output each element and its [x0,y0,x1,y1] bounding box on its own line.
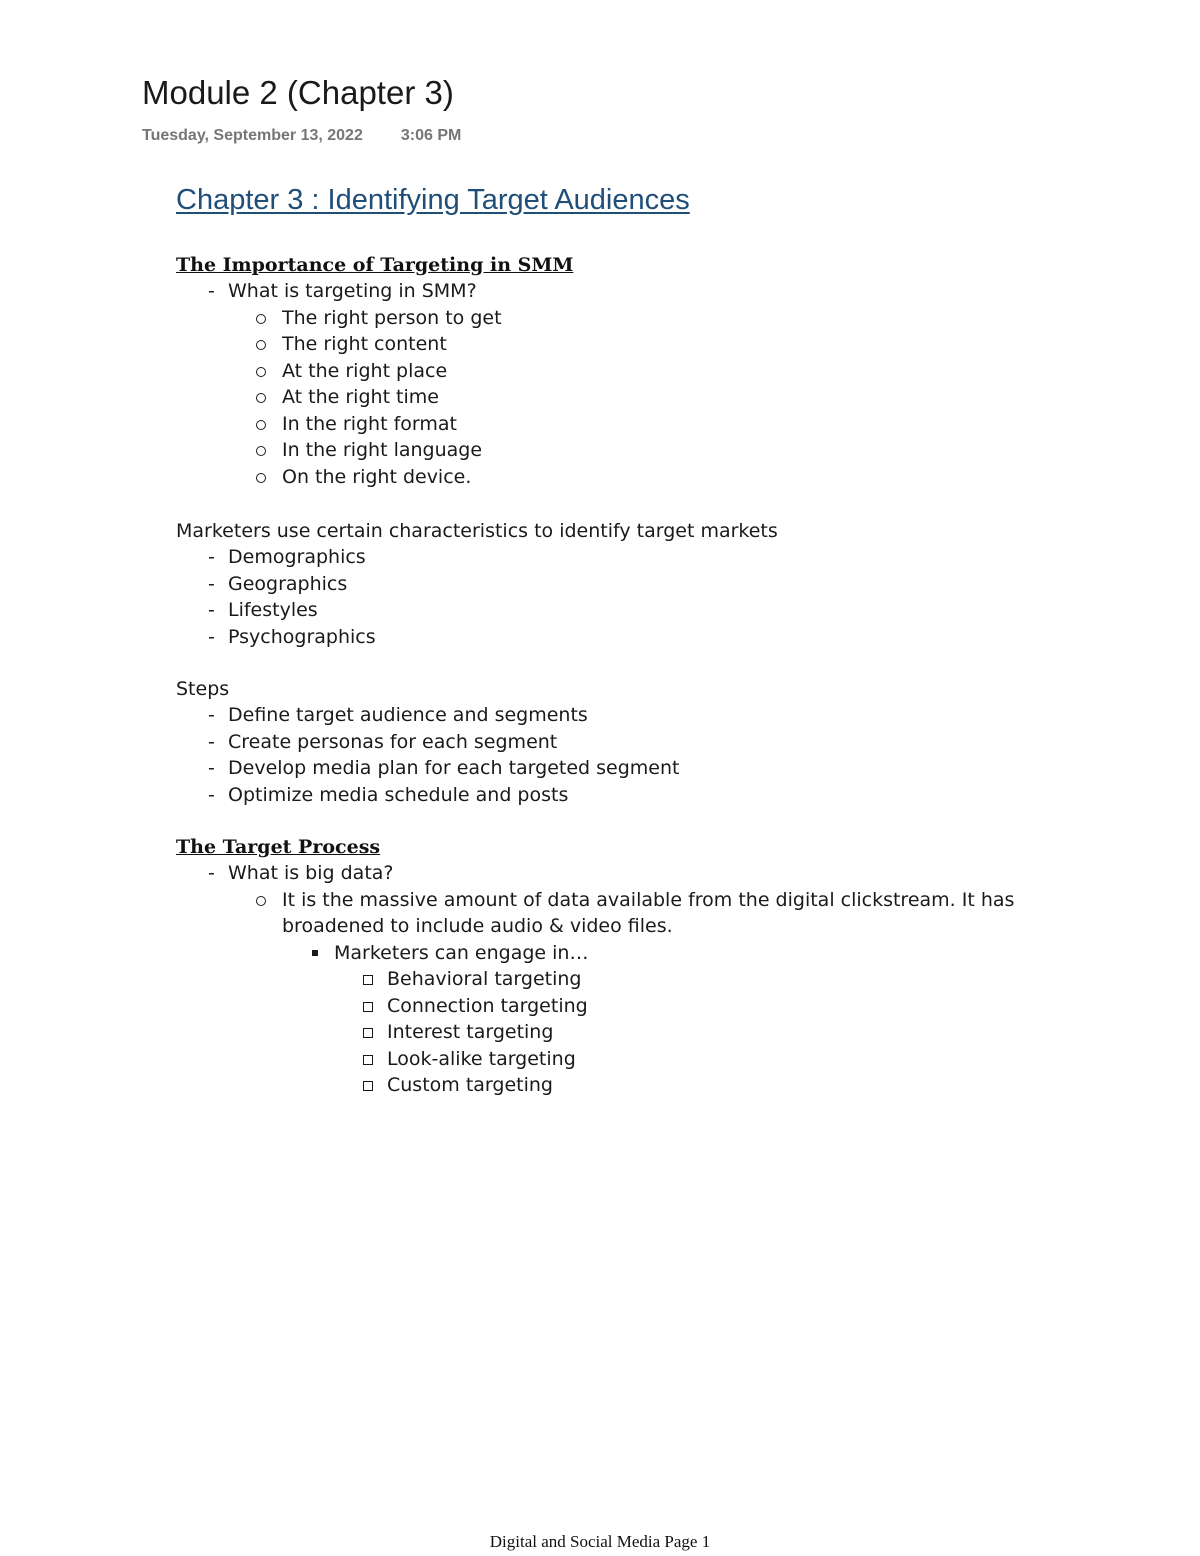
list-item [176,1019,1136,1046]
list-item-text: Lifestyles [228,599,318,621]
list-item-text: Behavioral targeting [387,968,582,990]
list-item [176,411,1136,438]
list-item [176,437,1136,464]
list-item [176,305,1136,332]
circle-bullet-icon [256,340,266,350]
list-item-text: Marketers can engage in… [334,941,589,964]
list-item-text: At the right place [282,359,448,382]
list-item-text: Develop media plan for each targeted segment [228,757,680,779]
page-title: Module 2 (Chapter 3) [142,74,454,111]
list-item-text: It is the massive amount of data available from the digital clickstream. It has broadened to include audio & video files. [282,888,1015,937]
circle-bullet-icon [256,393,266,403]
list-item [176,1046,1136,1073]
list-item-text: Define target audience and segments [228,704,588,726]
list-item [176,966,1136,993]
list-item [176,597,1136,624]
section-heading-importance: The Importance of Targeting in SMM [176,254,574,276]
list-item-text: Demographics [228,546,366,568]
list-item [176,702,1136,729]
list-item [176,278,1136,305]
target-process-list [176,860,1136,1099]
list-item-text: In the right format [282,412,457,435]
chapter-heading: Chapter 3 : Identifying Target Audiences [176,184,690,216]
dash-bullet-icon: - [208,280,215,302]
list-item-text: Optimize media schedule and posts [228,783,569,806]
characteristics-list [176,544,1136,650]
list-item-text: Interest targeting [387,1021,554,1043]
list-item-text: The right person to get [282,306,502,329]
list-item-text: In the right language [282,439,483,461]
list-item-text: Psychographics [228,625,376,648]
dash-bullet-icon: - [208,704,215,726]
dash-bullet-icon: - [208,599,215,621]
checkbox-bullet-icon [363,1055,373,1065]
note-content [176,180,1136,1099]
checkbox-bullet-icon [363,1002,373,1012]
dash-bullet-icon: - [208,546,215,568]
list-item [176,729,1136,756]
list-item [176,887,1022,940]
list-item [176,993,1136,1020]
list-item-text: On the right device. [282,465,472,488]
list-item [176,624,1136,651]
list-item-text: What is big data? [228,862,394,884]
list-item [176,358,1136,385]
dash-bullet-icon: - [208,730,215,753]
checkbox-bullet-icon [363,975,373,985]
list-item [176,782,1136,809]
list-item [176,571,1136,598]
page-meta [142,127,461,145]
targeting-list [176,278,1136,490]
list-item-text: Connection targeting [387,994,588,1017]
steps-list [176,702,1136,808]
list-item-text: Create personas for each segment [228,730,558,753]
list-item [176,464,1136,491]
list-item [176,940,1136,967]
list-item [176,755,1136,782]
circle-bullet-icon [256,314,266,324]
circle-bullet-icon [256,446,266,456]
checkbox-bullet-icon [363,1081,373,1091]
circle-bullet-icon [256,367,266,377]
list-item-text: Look-alike targeting [387,1047,576,1070]
list-item [176,860,1136,887]
page-time: 3:06 PM [400,127,462,144]
list-item [176,331,1136,358]
list-item [176,384,1136,411]
list-item [176,544,1136,571]
page-footer: Digital and Social Media Page 1 [489,1532,711,1551]
circle-bullet-icon [256,473,266,483]
dash-bullet-icon: - [208,862,215,884]
list-item-text: What is targeting in SMM? [228,280,477,302]
circle-bullet-icon [256,420,266,430]
circle-bullet-icon [256,896,266,906]
dash-bullet-icon: - [208,625,215,648]
steps-label: Steps [176,678,230,700]
characteristics-intro: Marketers use certain characteristics to identify target markets [176,520,778,542]
square-bullet-icon [312,950,318,956]
list-item-text: At the right time [282,386,439,408]
dash-bullet-icon: - [208,757,215,779]
checkbox-bullet-icon [363,1028,373,1038]
list-item-text: The right content [282,333,447,355]
dash-bullet-icon: - [208,783,215,806]
list-item [176,1072,1136,1099]
list-item-text: Custom targeting [387,1074,553,1096]
section-heading-target-process: The Target Process [176,836,381,858]
dash-bullet-icon: - [208,572,215,595]
list-item-text: Geographics [228,572,348,595]
page-date: Tuesday, September 13, 2022 [142,127,363,144]
